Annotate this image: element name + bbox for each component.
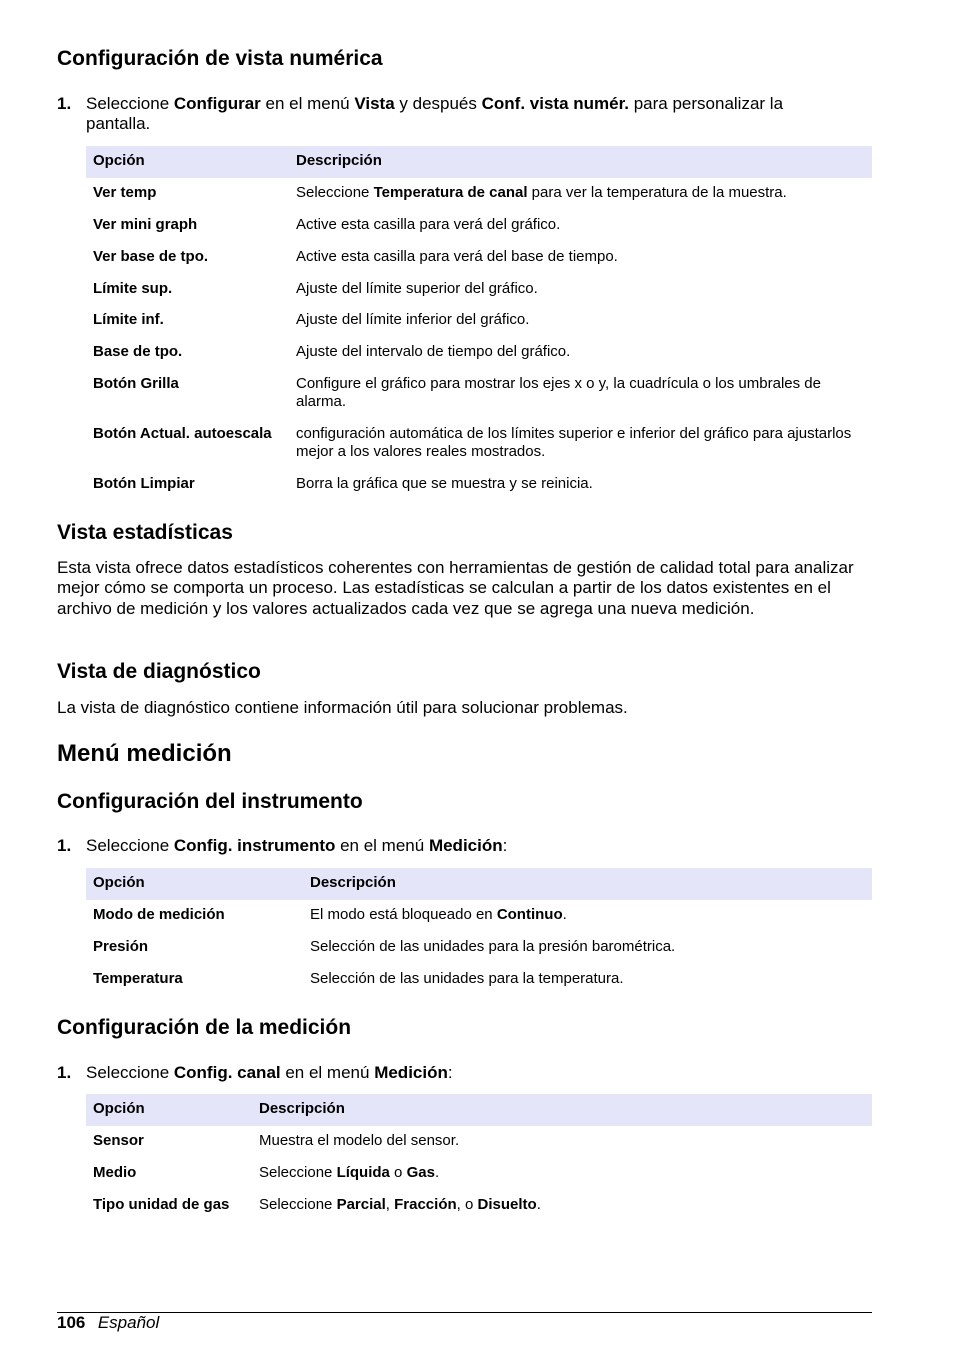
table-cell-option: Sensor bbox=[93, 1132, 144, 1149]
column-header-description: Descripción bbox=[259, 1100, 345, 1117]
step-text: Seleccione Config. instrumento en el menú Medición: bbox=[86, 836, 508, 855]
step-text: Seleccione Configurar en el menú Vista y después Conf. vista numér. para personalizar la pantalla. bbox=[86, 94, 784, 134]
table-cell-option: Botón Limpiar bbox=[93, 475, 195, 492]
section-heading-numeric-view: Configuración de vista numérica bbox=[57, 47, 383, 70]
footer bbox=[57, 1313, 159, 1333]
table-cell-description: Configure el gráfico para mostrar los ejes x o y, la cuadrícula o los umbrales de alarma. bbox=[296, 375, 821, 410]
table-cell-description: Active esta casilla para verá del base de tiempo. bbox=[296, 248, 618, 265]
diagnostic-view-description: La vista de diagnóstico contiene información útil para solucionar problemas. bbox=[57, 698, 628, 717]
table-cell-option: Ver temp bbox=[93, 184, 157, 201]
step-measurement-config bbox=[57, 1063, 857, 1085]
statistics-view-description: Esta vista ofrece datos estadísticos coherentes con herramientas de gestión de calidad total para analizar mejor cómo se comporta un proceso. Las estadísticas se calculan a partir de los datos existentes en el archivo de medición y los valores actualizados cada vez que se agrega una nueva medición. bbox=[57, 558, 854, 618]
column-header-option: Opción bbox=[93, 1100, 145, 1117]
table-cell-option: Límite inf. bbox=[93, 311, 164, 328]
table-cell-description: Active esta casilla para verá del gráfico. bbox=[296, 216, 561, 233]
table-cell-option: Tipo unidad de gas bbox=[93, 1196, 230, 1213]
table-cell-description: El modo está bloqueado en Continuo. bbox=[310, 906, 567, 923]
step-number: 1. bbox=[57, 94, 72, 113]
table-cell-description: Muestra el modelo del sensor. bbox=[259, 1132, 460, 1149]
table-cell-description: Ajuste del límite superior del gráfico. bbox=[296, 280, 538, 297]
section-heading-statistics-view: Vista estadísticas bbox=[57, 521, 233, 544]
footer-divider bbox=[57, 1312, 872, 1313]
table-header-row bbox=[86, 146, 872, 178]
step-instrument-config bbox=[57, 836, 857, 858]
table-cell-description: Ajuste del intervalo de tiempo del gráfico. bbox=[296, 343, 571, 360]
table-cell-option: Límite sup. bbox=[93, 280, 173, 297]
column-header-description: Descripción bbox=[310, 874, 396, 891]
step-number: 1. bbox=[57, 836, 72, 855]
table-cell-option: Temperatura bbox=[93, 970, 183, 987]
column-header-option: Opción bbox=[93, 874, 145, 891]
footer-language: Español bbox=[97, 1313, 160, 1332]
table-cell-option: Medio bbox=[93, 1164, 137, 1181]
table-cell-option: Ver mini graph bbox=[93, 216, 198, 233]
table-header-row bbox=[86, 1094, 872, 1126]
chapter-heading-measurement-menu: Menú medición bbox=[57, 740, 232, 767]
step-number: 1. bbox=[57, 1063, 72, 1082]
table-cell-option: Botón Actual. autoescala bbox=[93, 425, 272, 442]
table-cell-option: Ver base de tpo. bbox=[93, 248, 209, 265]
table-cell-description: configuración automática de los límites superior e inferior del gráfico para ajustarlos mejor a los valores reales mostrados. bbox=[296, 425, 852, 460]
table-cell-description: Selección de las unidades para la temperatura. bbox=[310, 970, 624, 987]
options-table-instrument-config bbox=[86, 868, 872, 999]
column-header-option: Opción bbox=[93, 152, 145, 169]
table-cell-description: Seleccione Líquida o Gas. bbox=[259, 1164, 440, 1181]
section-heading-measurement-config: Configuración de la medición bbox=[57, 1016, 352, 1039]
section-heading-diagnostic-view: Vista de diagnóstico bbox=[57, 660, 261, 683]
section-heading-instrument-config: Configuración del instrumento bbox=[57, 790, 363, 813]
step-numeric-view bbox=[57, 94, 857, 136]
table-cell-option: Modo de medición bbox=[93, 906, 225, 923]
options-table-measurement-config bbox=[86, 1094, 872, 1225]
table-cell-description: Seleccione Parcial, Fracción, o Disuelto. bbox=[259, 1196, 541, 1213]
step-text: Seleccione Config. canal en el menú Medición: bbox=[86, 1063, 453, 1082]
table-cell-description: Ajuste del límite inferior del gráfico. bbox=[296, 311, 530, 328]
table-cell-description: Borra la gráfica que se muestra y se reinicia. bbox=[296, 475, 593, 492]
table-cell-option: Base de tpo. bbox=[93, 343, 183, 360]
table-cell-description: Seleccione Temperatura de canal para ver la temperatura de la muestra. bbox=[296, 184, 787, 201]
table-cell-option: Presión bbox=[93, 938, 149, 955]
table-cell-description: Selección de las unidades para la presión barométrica. bbox=[310, 938, 676, 955]
page-number: 106 bbox=[57, 1313, 86, 1332]
options-table-numeric-view bbox=[86, 146, 872, 504]
table-header-row bbox=[86, 868, 872, 900]
table-cell-option: Botón Grilla bbox=[93, 375, 179, 392]
column-header-description: Descripción bbox=[296, 152, 382, 169]
